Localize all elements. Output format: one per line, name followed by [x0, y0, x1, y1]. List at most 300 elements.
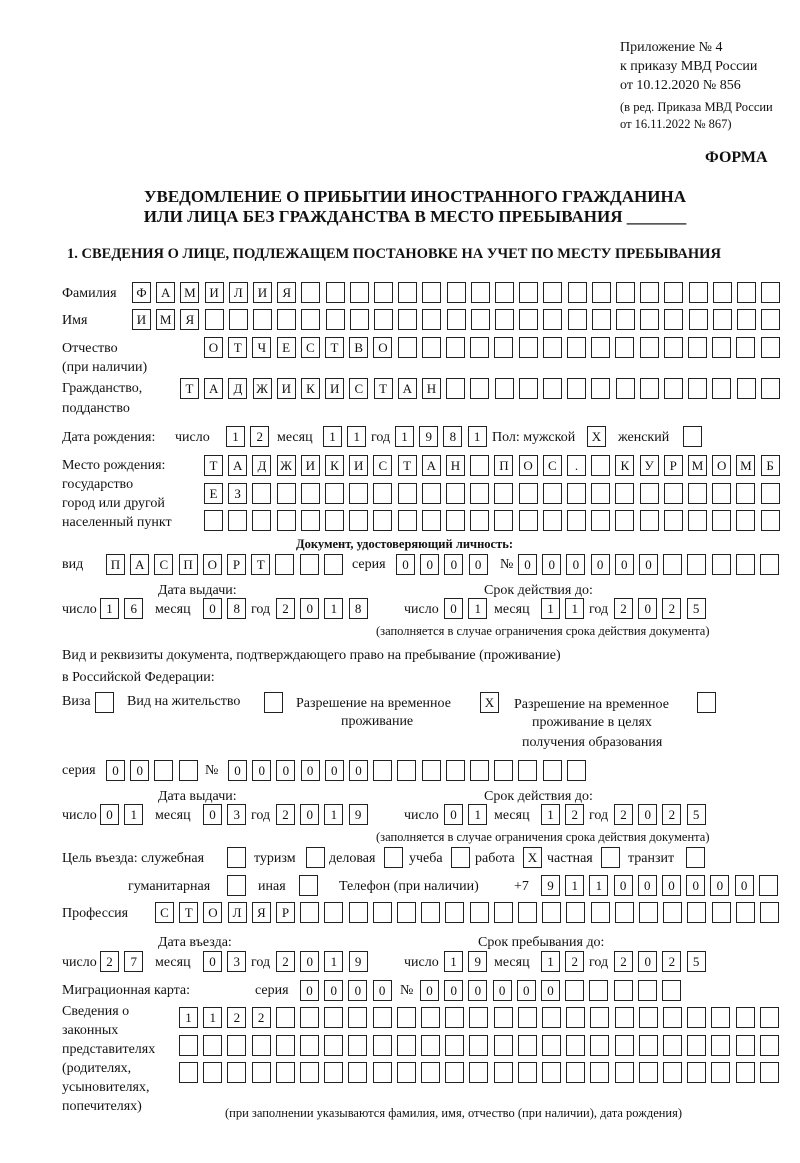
char-cell[interactable]: [421, 902, 440, 923]
char-cell[interactable]: О: [203, 554, 222, 575]
char-cell[interactable]: [494, 337, 513, 358]
char-cell[interactable]: 2: [662, 804, 681, 825]
char-cell[interactable]: [300, 554, 319, 575]
char-cell[interactable]: [663, 1007, 682, 1028]
char-cell[interactable]: [203, 1035, 222, 1056]
char-cell[interactable]: А: [156, 282, 175, 303]
char-cell[interactable]: Т: [179, 902, 198, 923]
char-cell[interactable]: [471, 282, 490, 303]
char-cell[interactable]: О: [519, 455, 538, 476]
char-cell[interactable]: [276, 1007, 295, 1028]
char-cell[interactable]: А: [398, 378, 417, 399]
char-cell[interactable]: [687, 902, 706, 923]
char-cell[interactable]: [350, 282, 369, 303]
char-cell[interactable]: Н: [446, 455, 465, 476]
char-cell[interactable]: [324, 1062, 343, 1083]
char-cell[interactable]: 7: [124, 951, 143, 972]
char-cell[interactable]: [252, 483, 271, 504]
char-cell[interactable]: 1: [324, 598, 343, 619]
char-cell[interactable]: [324, 554, 343, 575]
char-cell[interactable]: 2: [614, 598, 633, 619]
char-cell[interactable]: [664, 337, 683, 358]
char-cell[interactable]: 0: [444, 598, 463, 619]
char-cell[interactable]: [663, 1062, 682, 1083]
char-cell[interactable]: [494, 1035, 513, 1056]
char-cell[interactable]: [688, 378, 707, 399]
char-cell[interactable]: [301, 282, 320, 303]
char-cell[interactable]: [591, 455, 610, 476]
char-cell[interactable]: [518, 760, 537, 781]
char-cell[interactable]: 0: [301, 760, 320, 781]
char-cell[interactable]: 0: [420, 980, 439, 1001]
char-cell[interactable]: [252, 510, 271, 531]
char-cell[interactable]: [712, 902, 731, 923]
char-cell[interactable]: [759, 875, 778, 896]
char-cell[interactable]: [688, 483, 707, 504]
char-cell[interactable]: А: [422, 455, 441, 476]
char-cell[interactable]: [615, 1007, 634, 1028]
char-cell[interactable]: [397, 1062, 416, 1083]
char-cell[interactable]: [760, 1007, 779, 1028]
char-cell[interactable]: [616, 378, 635, 399]
char-cell[interactable]: О: [712, 455, 731, 476]
char-cell[interactable]: [469, 1007, 488, 1028]
char-cell[interactable]: [373, 902, 392, 923]
char-cell[interactable]: .: [567, 455, 586, 476]
char-cell[interactable]: 1: [226, 426, 245, 447]
char-cell[interactable]: [689, 309, 708, 330]
char-cell[interactable]: [398, 282, 417, 303]
char-cell[interactable]: 0: [638, 598, 657, 619]
char-cell[interactable]: Я: [252, 902, 271, 923]
char-cell[interactable]: [542, 1035, 561, 1056]
char-cell[interactable]: 1: [468, 598, 487, 619]
char-cell[interactable]: [519, 378, 538, 399]
char-cell[interactable]: Р: [227, 554, 246, 575]
char-cell[interactable]: Д: [228, 378, 247, 399]
char-cell[interactable]: 1: [444, 951, 463, 972]
char-cell[interactable]: [264, 692, 283, 713]
char-cell[interactable]: 1: [203, 1007, 222, 1028]
char-cell[interactable]: 0: [100, 804, 119, 825]
char-cell[interactable]: [446, 378, 465, 399]
char-cell[interactable]: С: [373, 455, 392, 476]
char-cell[interactable]: [447, 309, 466, 330]
char-cell[interactable]: [711, 1035, 730, 1056]
char-cell[interactable]: 1: [124, 804, 143, 825]
char-cell[interactable]: 6: [124, 598, 143, 619]
char-cell[interactable]: 0: [300, 804, 319, 825]
char-cell[interactable]: [398, 483, 417, 504]
char-cell[interactable]: [711, 1062, 730, 1083]
char-cell[interactable]: 2: [276, 804, 295, 825]
char-cell[interactable]: [761, 510, 780, 531]
char-cell[interactable]: 8: [443, 426, 462, 447]
char-cell[interactable]: [663, 1035, 682, 1056]
char-cell[interactable]: [470, 337, 489, 358]
char-cell[interactable]: 0: [300, 951, 319, 972]
char-cell[interactable]: [397, 1007, 416, 1028]
char-cell[interactable]: [640, 378, 659, 399]
char-cell[interactable]: Е: [277, 337, 296, 358]
char-cell[interactable]: А: [228, 455, 247, 476]
char-cell[interactable]: [591, 378, 610, 399]
char-cell[interactable]: [565, 980, 584, 1001]
char-cell[interactable]: [326, 309, 345, 330]
char-cell[interactable]: [566, 1007, 585, 1028]
char-cell[interactable]: [301, 483, 320, 504]
char-cell[interactable]: [471, 309, 490, 330]
char-cell[interactable]: [470, 510, 489, 531]
char-cell[interactable]: [445, 1035, 464, 1056]
char-cell[interactable]: [736, 902, 755, 923]
char-cell[interactable]: 0: [639, 554, 658, 575]
char-cell[interactable]: 0: [349, 760, 368, 781]
char-cell[interactable]: Ч: [252, 337, 271, 358]
char-cell[interactable]: [227, 847, 246, 868]
char-cell[interactable]: 9: [349, 951, 368, 972]
char-cell[interactable]: [664, 282, 683, 303]
char-cell[interactable]: [518, 902, 537, 923]
char-cell[interactable]: [591, 337, 610, 358]
char-cell[interactable]: [349, 902, 368, 923]
char-cell[interactable]: С: [301, 337, 320, 358]
char-cell[interactable]: [276, 1062, 295, 1083]
char-cell[interactable]: 2: [565, 804, 584, 825]
char-cell[interactable]: [277, 510, 296, 531]
char-cell[interactable]: [640, 309, 659, 330]
char-cell[interactable]: [616, 309, 635, 330]
char-cell[interactable]: [446, 337, 465, 358]
char-cell[interactable]: [422, 337, 441, 358]
char-cell[interactable]: 5: [687, 951, 706, 972]
char-cell[interactable]: Л: [229, 282, 248, 303]
char-cell[interactable]: [348, 1035, 367, 1056]
char-cell[interactable]: 0: [444, 554, 463, 575]
char-cell[interactable]: [179, 1035, 198, 1056]
char-cell[interactable]: 1: [541, 598, 560, 619]
char-cell[interactable]: [494, 1007, 513, 1028]
char-cell[interactable]: [324, 902, 343, 923]
char-cell[interactable]: [445, 1007, 464, 1028]
char-cell[interactable]: [760, 554, 779, 575]
char-cell[interactable]: Ж: [277, 455, 296, 476]
char-cell[interactable]: [712, 378, 731, 399]
char-cell[interactable]: 0: [469, 554, 488, 575]
char-cell[interactable]: И: [205, 282, 224, 303]
char-cell[interactable]: [300, 1035, 319, 1056]
char-cell[interactable]: [373, 510, 392, 531]
char-cell[interactable]: [543, 282, 562, 303]
char-cell[interactable]: [301, 510, 320, 531]
char-cell[interactable]: И: [349, 455, 368, 476]
char-cell[interactable]: С: [155, 902, 174, 923]
char-cell[interactable]: 1: [347, 426, 366, 447]
char-cell[interactable]: [397, 760, 416, 781]
char-cell[interactable]: И: [301, 455, 320, 476]
char-cell[interactable]: [638, 980, 657, 1001]
char-cell[interactable]: 9: [541, 875, 560, 896]
char-cell[interactable]: [469, 1035, 488, 1056]
char-cell[interactable]: [615, 1035, 634, 1056]
char-cell[interactable]: [519, 309, 538, 330]
char-cell[interactable]: 0: [518, 554, 537, 575]
char-cell[interactable]: [495, 378, 514, 399]
char-cell[interactable]: 2: [614, 804, 633, 825]
char-cell[interactable]: [422, 510, 441, 531]
char-cell[interactable]: 8: [227, 598, 246, 619]
char-cell[interactable]: [590, 1007, 609, 1028]
char-cell[interactable]: [229, 309, 248, 330]
char-cell[interactable]: [567, 378, 586, 399]
char-cell[interactable]: [567, 510, 586, 531]
char-cell[interactable]: К: [615, 455, 634, 476]
char-cell[interactable]: 5: [687, 598, 706, 619]
char-cell[interactable]: [228, 510, 247, 531]
char-cell[interactable]: [384, 847, 403, 868]
char-cell[interactable]: [348, 1007, 367, 1028]
char-cell[interactable]: [566, 1035, 585, 1056]
char-cell[interactable]: 0: [203, 804, 222, 825]
char-cell[interactable]: [542, 1007, 561, 1028]
char-cell[interactable]: [301, 309, 320, 330]
char-cell[interactable]: [664, 483, 683, 504]
char-cell[interactable]: 0: [710, 875, 729, 896]
char-cell[interactable]: [422, 282, 441, 303]
char-cell[interactable]: 0: [686, 875, 705, 896]
char-cell[interactable]: [760, 1062, 779, 1083]
char-cell[interactable]: Т: [204, 455, 223, 476]
char-cell[interactable]: [688, 337, 707, 358]
char-cell[interactable]: [567, 337, 586, 358]
char-cell[interactable]: Р: [276, 902, 295, 923]
char-cell[interactable]: [227, 875, 246, 896]
char-cell[interactable]: 0: [373, 980, 392, 1001]
char-cell[interactable]: [639, 902, 658, 923]
char-cell[interactable]: [349, 483, 368, 504]
char-cell[interactable]: И: [325, 378, 344, 399]
char-cell[interactable]: [590, 1035, 609, 1056]
char-cell[interactable]: [469, 1062, 488, 1083]
char-cell[interactable]: [470, 378, 489, 399]
char-cell[interactable]: 0: [541, 980, 560, 1001]
char-cell[interactable]: [227, 1062, 246, 1083]
char-cell[interactable]: [373, 1062, 392, 1083]
char-cell[interactable]: 1: [100, 598, 119, 619]
char-cell[interactable]: [640, 337, 659, 358]
char-cell[interactable]: [306, 847, 325, 868]
char-cell[interactable]: У: [640, 455, 659, 476]
char-cell[interactable]: [495, 282, 514, 303]
char-cell[interactable]: [736, 510, 755, 531]
char-cell[interactable]: С: [154, 554, 173, 575]
char-cell[interactable]: [687, 1007, 706, 1028]
char-cell[interactable]: А: [204, 378, 223, 399]
char-cell[interactable]: [445, 902, 464, 923]
char-cell[interactable]: [639, 1062, 658, 1083]
char-cell[interactable]: [591, 483, 610, 504]
char-cell[interactable]: 2: [662, 951, 681, 972]
char-cell[interactable]: [589, 980, 608, 1001]
char-cell[interactable]: 0: [735, 875, 754, 896]
char-cell[interactable]: [252, 1062, 271, 1083]
char-cell[interactable]: [470, 483, 489, 504]
char-cell[interactable]: [664, 309, 683, 330]
char-cell[interactable]: [737, 309, 756, 330]
char-cell[interactable]: 0: [614, 875, 633, 896]
char-cell[interactable]: [300, 902, 319, 923]
char-cell[interactable]: [398, 309, 417, 330]
char-cell[interactable]: [373, 1007, 392, 1028]
char-cell[interactable]: X: [587, 426, 606, 447]
char-cell[interactable]: 1: [565, 875, 584, 896]
char-cell[interactable]: [154, 760, 173, 781]
char-cell[interactable]: 9: [468, 951, 487, 972]
char-cell[interactable]: [687, 554, 706, 575]
char-cell[interactable]: М: [736, 455, 755, 476]
char-cell[interactable]: 0: [662, 875, 681, 896]
char-cell[interactable]: 0: [396, 554, 415, 575]
char-cell[interactable]: [736, 1035, 755, 1056]
char-cell[interactable]: Т: [251, 554, 270, 575]
char-cell[interactable]: [494, 760, 513, 781]
char-cell[interactable]: [697, 692, 716, 713]
char-cell[interactable]: [494, 510, 513, 531]
char-cell[interactable]: [447, 282, 466, 303]
char-cell[interactable]: [349, 510, 368, 531]
char-cell[interactable]: [519, 337, 538, 358]
char-cell[interactable]: 1: [541, 951, 560, 972]
char-cell[interactable]: [615, 1062, 634, 1083]
char-cell[interactable]: [737, 282, 756, 303]
char-cell[interactable]: [640, 483, 659, 504]
char-cell[interactable]: [373, 1035, 392, 1056]
char-cell[interactable]: [567, 483, 586, 504]
char-cell[interactable]: [615, 902, 634, 923]
char-cell[interactable]: [712, 510, 731, 531]
char-cell[interactable]: [350, 309, 369, 330]
char-cell[interactable]: [277, 309, 296, 330]
char-cell[interactable]: [542, 902, 561, 923]
char-cell[interactable]: 2: [614, 951, 633, 972]
char-cell[interactable]: [736, 483, 755, 504]
char-cell[interactable]: И: [132, 309, 151, 330]
char-cell[interactable]: Ф: [132, 282, 151, 303]
char-cell[interactable]: [590, 1062, 609, 1083]
char-cell[interactable]: [518, 1007, 537, 1028]
char-cell[interactable]: 1: [395, 426, 414, 447]
char-cell[interactable]: Я: [180, 309, 199, 330]
char-cell[interactable]: И: [253, 282, 272, 303]
char-cell[interactable]: 0: [106, 760, 125, 781]
char-cell[interactable]: [543, 337, 562, 358]
char-cell[interactable]: [422, 760, 441, 781]
char-cell[interactable]: [591, 902, 610, 923]
char-cell[interactable]: [494, 902, 513, 923]
char-cell[interactable]: 9: [349, 804, 368, 825]
char-cell[interactable]: 3: [227, 951, 246, 972]
char-cell[interactable]: [179, 1062, 198, 1083]
char-cell[interactable]: [373, 760, 392, 781]
char-cell[interactable]: [324, 1007, 343, 1028]
char-cell[interactable]: Д: [252, 455, 271, 476]
char-cell[interactable]: [494, 483, 513, 504]
char-cell[interactable]: [615, 510, 634, 531]
char-cell[interactable]: В: [349, 337, 368, 358]
char-cell[interactable]: [711, 1007, 730, 1028]
char-cell[interactable]: [204, 510, 223, 531]
char-cell[interactable]: М: [156, 309, 175, 330]
char-cell[interactable]: Н: [422, 378, 441, 399]
char-cell[interactable]: 0: [300, 598, 319, 619]
char-cell[interactable]: З: [228, 483, 247, 504]
char-cell[interactable]: [761, 483, 780, 504]
char-cell[interactable]: [205, 309, 224, 330]
char-cell[interactable]: 1: [541, 804, 560, 825]
char-cell[interactable]: [736, 554, 755, 575]
char-cell[interactable]: О: [373, 337, 392, 358]
char-cell[interactable]: [566, 1062, 585, 1083]
char-cell[interactable]: [300, 1007, 319, 1028]
char-cell[interactable]: [664, 510, 683, 531]
char-cell[interactable]: [397, 902, 416, 923]
char-cell[interactable]: 0: [203, 951, 222, 972]
char-cell[interactable]: [543, 760, 562, 781]
char-cell[interactable]: [712, 554, 731, 575]
char-cell[interactable]: 0: [325, 760, 344, 781]
char-cell[interactable]: X: [480, 692, 499, 713]
char-cell[interactable]: [325, 483, 344, 504]
char-cell[interactable]: [567, 760, 586, 781]
char-cell[interactable]: [543, 510, 562, 531]
char-cell[interactable]: [348, 1062, 367, 1083]
char-cell[interactable]: 0: [542, 554, 561, 575]
char-cell[interactable]: Т: [228, 337, 247, 358]
char-cell[interactable]: М: [688, 455, 707, 476]
char-cell[interactable]: 0: [420, 554, 439, 575]
char-cell[interactable]: 5: [687, 804, 706, 825]
char-cell[interactable]: 2: [662, 598, 681, 619]
char-cell[interactable]: [275, 554, 294, 575]
char-cell[interactable]: [543, 378, 562, 399]
char-cell[interactable]: 8: [349, 598, 368, 619]
char-cell[interactable]: 2: [276, 598, 295, 619]
char-cell[interactable]: 0: [348, 980, 367, 1001]
char-cell[interactable]: Т: [180, 378, 199, 399]
char-cell[interactable]: [276, 1035, 295, 1056]
char-cell[interactable]: Р: [664, 455, 683, 476]
char-cell[interactable]: 1: [565, 598, 584, 619]
char-cell[interactable]: 1: [589, 875, 608, 896]
char-cell[interactable]: [543, 309, 562, 330]
char-cell[interactable]: 0: [324, 980, 343, 1001]
char-cell[interactable]: 0: [228, 760, 247, 781]
char-cell[interactable]: [398, 337, 417, 358]
char-cell[interactable]: [568, 282, 587, 303]
char-cell[interactable]: [686, 847, 705, 868]
char-cell[interactable]: 0: [252, 760, 271, 781]
char-cell[interactable]: 2: [250, 426, 269, 447]
char-cell[interactable]: [615, 483, 634, 504]
char-cell[interactable]: [421, 1007, 440, 1028]
char-cell[interactable]: [324, 1035, 343, 1056]
char-cell[interactable]: [373, 483, 392, 504]
char-cell[interactable]: С: [543, 455, 562, 476]
char-cell[interactable]: 0: [203, 598, 222, 619]
char-cell[interactable]: [252, 1035, 271, 1056]
char-cell[interactable]: 2: [227, 1007, 246, 1028]
char-cell[interactable]: К: [325, 455, 344, 476]
